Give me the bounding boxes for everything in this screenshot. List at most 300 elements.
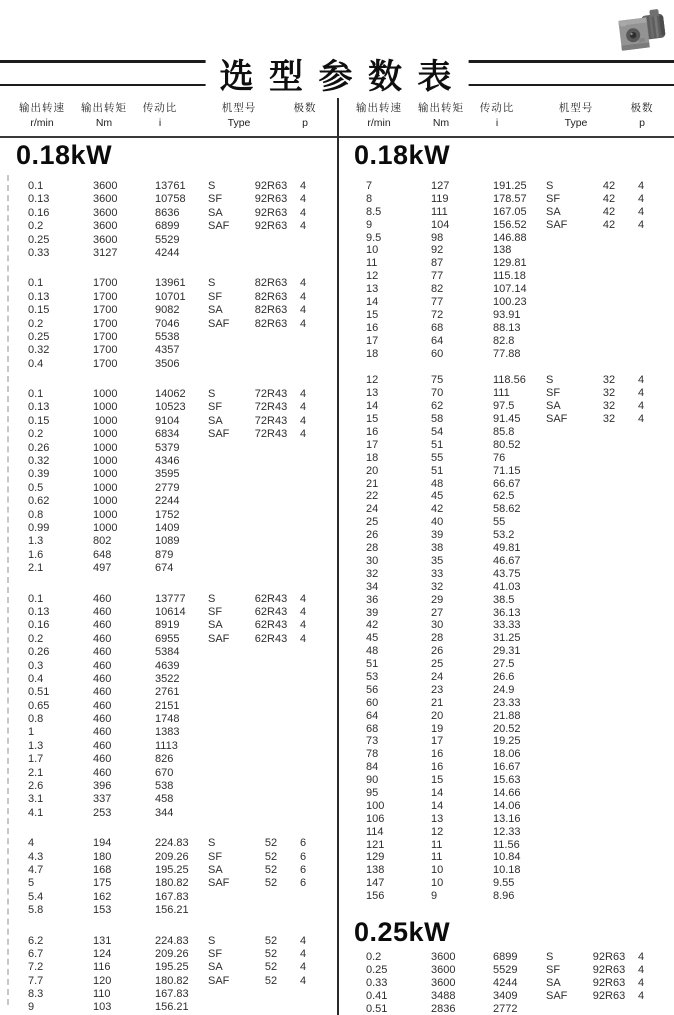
poles-cell	[638, 761, 658, 774]
ratio-cell: 146.88	[493, 231, 527, 244]
poles-cell	[300, 442, 320, 455]
torque-cell: 3600	[93, 193, 118, 206]
torque-cell: 68	[431, 321, 444, 334]
ratio-cell: 1409	[155, 521, 180, 534]
poles-cell	[300, 700, 320, 713]
type-cell	[546, 877, 580, 890]
model-cell	[580, 890, 638, 903]
torque-cell: 802	[93, 535, 112, 548]
poles-cell: 4	[300, 947, 307, 960]
torque-cell: 98	[431, 231, 444, 244]
ratio-cell: 7046	[155, 317, 180, 330]
type-cell	[208, 660, 242, 673]
table-row	[14, 468, 346, 481]
ratio-cell: 180.82	[155, 974, 189, 987]
table-row	[352, 503, 674, 516]
speed-cell: 14	[366, 296, 379, 309]
poles-cell	[638, 826, 658, 839]
torque-cell: 11	[431, 838, 443, 851]
model-cell: 42	[602, 218, 616, 231]
table-row	[352, 723, 674, 736]
speed-cell: 12	[366, 270, 379, 283]
gear-series-block	[14, 935, 346, 1015]
table-row	[352, 529, 674, 542]
type-cell	[546, 787, 580, 800]
ratio-cell: 38.5	[493, 593, 515, 606]
speed-cell: 17	[366, 334, 379, 347]
torque-cell: 337	[93, 793, 112, 806]
speed-cell: 7.2	[28, 961, 44, 974]
type-cell	[208, 740, 242, 753]
poles-cell	[300, 988, 320, 1001]
model-cell	[242, 686, 300, 699]
ratio-cell: 6899	[155, 220, 180, 233]
type-cell	[208, 700, 242, 713]
table-row	[352, 774, 674, 787]
type-cell	[208, 780, 242, 793]
torque-cell: 70	[431, 387, 444, 400]
torque-cell: 39	[431, 529, 444, 542]
torque-cell: 32	[431, 580, 444, 593]
type-cell	[546, 529, 580, 542]
ratio-cell: 10701	[155, 290, 186, 303]
torque-cell: 131	[93, 934, 112, 947]
table-row	[352, 309, 674, 322]
speed-cell: 1.7	[28, 753, 44, 766]
type-cell	[546, 439, 580, 452]
model-cell	[242, 442, 300, 455]
poles-cell	[638, 671, 658, 684]
ratio-cell: 224.83	[155, 837, 189, 850]
poles-cell	[300, 891, 320, 904]
ratio-cell: 138	[493, 244, 512, 257]
torque-cell: 35	[431, 554, 444, 567]
poles-cell	[638, 283, 658, 296]
column-header-label: 传动比	[142, 102, 178, 114]
table-row	[352, 826, 674, 839]
type-cell	[546, 697, 580, 710]
column-header-unit: i	[495, 117, 499, 129]
speed-cell: 0.33	[28, 246, 50, 259]
type-cell	[546, 813, 580, 826]
poles-cell	[300, 686, 320, 699]
ratio-cell: 670	[155, 766, 174, 779]
ratio-cell: 826	[155, 753, 174, 766]
torque-cell: 1000	[93, 441, 118, 454]
table-row	[14, 562, 346, 575]
torque-cell: 396	[93, 780, 112, 793]
model-cell	[580, 671, 638, 684]
poles-cell	[638, 619, 658, 632]
speed-cell: 0.26	[28, 441, 50, 454]
type-cell	[208, 1001, 242, 1014]
speed-cell: 5	[28, 877, 35, 890]
ratio-cell: 41.03	[493, 580, 521, 593]
model-cell	[580, 761, 638, 774]
column-header-unit: i	[158, 117, 162, 129]
power-heading: 0.18kW	[16, 140, 113, 170]
speed-cell: 4.1	[28, 806, 44, 819]
ratio-cell: 2151	[155, 699, 180, 712]
power-section	[352, 138, 674, 903]
poles-cell	[638, 697, 658, 710]
torque-cell: 460	[93, 753, 112, 766]
torque-cell: 23	[431, 683, 444, 696]
column-header-unit: r/min	[367, 117, 391, 129]
table-row	[352, 232, 674, 245]
type-cell	[208, 549, 242, 562]
ratio-cell: 33.33	[493, 619, 521, 632]
speed-cell: 0.15	[28, 304, 50, 317]
poles-cell: 4	[300, 961, 307, 974]
type-cell: SA	[208, 961, 223, 974]
type-cell	[208, 442, 242, 455]
type-cell: S	[208, 837, 216, 850]
poles-cell	[638, 800, 658, 813]
poles-cell	[300, 904, 320, 917]
speed-cell: 0.51	[366, 1002, 388, 1015]
poles-cell	[300, 331, 320, 344]
table-row	[14, 713, 346, 726]
column-header	[622, 101, 662, 130]
type-cell	[208, 509, 242, 522]
speed-cell: 0.2	[28, 428, 44, 441]
poles-cell: 6	[300, 877, 307, 890]
model-cell	[580, 244, 638, 257]
table-row	[14, 180, 346, 193]
type-cell: SA	[208, 863, 223, 876]
model-cell	[580, 568, 638, 581]
table-row	[14, 961, 346, 974]
speed-cell: 121	[366, 838, 385, 851]
type-cell: S	[208, 934, 216, 947]
speed-cell: 30	[366, 554, 379, 567]
speed-cell: 95	[366, 786, 379, 799]
ratio-cell: 1113	[155, 739, 178, 752]
type-cell	[546, 607, 580, 620]
table-row	[14, 904, 346, 917]
model-cell: 52	[264, 934, 278, 947]
table-row	[352, 671, 674, 684]
speed-cell: 156	[366, 890, 385, 903]
ratio-cell: 1752	[155, 508, 180, 521]
speed-cell: 0.39	[28, 468, 50, 481]
speed-cell: 0.4	[28, 357, 44, 370]
speed-cell: 0.8	[28, 508, 44, 521]
column-header-label: 输出转矩	[81, 102, 127, 114]
table-row	[352, 800, 674, 813]
type-cell: SAF	[208, 974, 230, 987]
type-cell	[546, 270, 580, 283]
model-cell	[580, 594, 638, 607]
table-row	[352, 632, 674, 645]
speed-cell: 10	[366, 244, 379, 257]
model-cell	[580, 478, 638, 491]
speed-cell: 0.13	[28, 401, 50, 414]
ratio-cell: 76	[493, 451, 506, 464]
ratio-cell: 3409	[493, 989, 518, 1002]
type-cell	[546, 568, 580, 581]
ratio-cell: 31.25	[493, 632, 521, 645]
poles-cell	[638, 270, 658, 283]
type-cell	[546, 645, 580, 658]
speed-cell: 0.2	[366, 950, 382, 963]
ratio-cell: 167.83	[155, 890, 189, 903]
poles-cell	[638, 723, 658, 736]
ratio-cell: 66.67	[493, 477, 521, 490]
type-cell	[546, 723, 580, 736]
speed-cell: 20	[366, 464, 379, 477]
model-cell	[242, 660, 300, 673]
model-cell	[242, 988, 300, 1001]
speed-cell: 0.2	[28, 632, 44, 645]
torque-cell: 33	[431, 567, 444, 580]
poles-cell	[638, 774, 658, 787]
torque-cell: 10	[431, 877, 444, 890]
power-section	[14, 138, 346, 1015]
poles-cell: 4	[638, 374, 645, 387]
model-cell: 62R43	[254, 619, 288, 632]
speed-cell: 17	[366, 438, 379, 451]
table-row	[352, 555, 674, 568]
gear-motor-photo	[616, 8, 670, 58]
speed-cell: 0.13	[28, 605, 50, 618]
type-cell	[546, 335, 580, 348]
table-row	[352, 193, 674, 206]
type-cell	[546, 283, 580, 296]
poles-cell: 4	[300, 974, 307, 987]
ratio-cell: 91.45	[493, 413, 521, 426]
model-cell	[580, 348, 638, 361]
type-cell	[208, 726, 242, 739]
model-cell: 62R43	[254, 605, 288, 618]
torque-cell: 460	[93, 672, 112, 685]
torque-cell: 82	[431, 283, 444, 296]
torque-cell: 3600	[93, 180, 118, 192]
type-cell: S	[546, 374, 554, 387]
type-cell	[546, 232, 580, 245]
ratio-cell: 11.56	[493, 838, 520, 851]
torque-cell: 26	[431, 645, 444, 658]
table-row	[14, 509, 346, 522]
ratio-cell: 224.83	[155, 934, 189, 947]
model-cell	[242, 358, 300, 371]
table-row	[14, 975, 346, 988]
torque-cell: 30	[431, 619, 444, 632]
ratio-cell: 12.33	[493, 825, 521, 838]
speed-cell: 11	[366, 257, 378, 270]
poles-cell	[638, 322, 658, 335]
table-row	[14, 495, 346, 508]
type-cell: SF	[208, 605, 223, 618]
speed-cell: 106	[366, 812, 385, 825]
speed-cell: 0.99	[28, 521, 50, 534]
ratio-cell: 156.52	[493, 218, 527, 231]
speed-cell: 12	[366, 374, 379, 387]
model-cell	[580, 748, 638, 761]
poles-cell	[638, 813, 658, 826]
model-cell	[580, 619, 638, 632]
table-row	[14, 220, 346, 233]
ratio-cell: 80.52	[493, 438, 521, 451]
ratio-cell: 16.67	[493, 761, 521, 774]
ratio-cell: 2779	[155, 481, 180, 494]
column-header-unit: Nm	[95, 117, 113, 129]
ratio-cell: 3522	[155, 672, 180, 685]
model-cell	[242, 780, 300, 793]
table-row	[14, 807, 346, 820]
torque-cell: 1000	[93, 414, 118, 427]
type-cell	[208, 234, 242, 247]
speed-cell: 1	[28, 726, 35, 739]
type-cell	[208, 468, 242, 481]
torque-cell: 3600	[93, 206, 118, 219]
poles-cell	[638, 348, 658, 361]
table-row	[352, 977, 674, 990]
table-row	[14, 837, 346, 850]
torque-cell: 127	[431, 180, 450, 192]
torque-cell: 460	[93, 713, 112, 726]
speed-cell: 1.6	[28, 548, 44, 561]
column-header	[467, 101, 527, 130]
ratio-cell: 62.5	[493, 490, 515, 503]
model-cell	[580, 503, 638, 516]
model-cell	[580, 335, 638, 348]
model-cell	[242, 673, 300, 686]
column-header-group-left	[0, 101, 337, 135]
poles-cell	[638, 890, 658, 903]
speed-cell: 45	[366, 632, 379, 645]
column-header-label: 输出转速	[356, 102, 402, 114]
speed-cell: 14	[366, 400, 379, 413]
table-row	[352, 542, 674, 555]
poles-cell	[638, 296, 658, 309]
model-cell	[580, 839, 638, 852]
poles-cell: 6	[300, 863, 307, 876]
model-cell	[580, 232, 638, 245]
torque-cell: 460	[93, 592, 112, 605]
poles-cell: 4	[300, 220, 307, 233]
poles-cell	[300, 767, 320, 780]
table-row	[352, 257, 674, 270]
torque-cell: 27	[431, 606, 444, 619]
model-cell	[242, 904, 300, 917]
poles-cell	[300, 509, 320, 522]
column-header-group-right	[337, 101, 674, 135]
speed-cell: 1.3	[28, 739, 44, 752]
type-cell: S	[208, 592, 216, 605]
poles-cell	[638, 503, 658, 516]
table-row	[352, 219, 674, 232]
table-row	[352, 452, 674, 465]
ratio-cell: 85.8	[493, 426, 515, 439]
model-cell: 62R43	[254, 632, 288, 645]
type-cell: SF	[208, 290, 223, 303]
type-cell	[208, 767, 242, 780]
poles-cell	[300, 793, 320, 806]
torque-cell: 75	[431, 374, 444, 387]
model-cell	[580, 826, 638, 839]
model-cell	[242, 753, 300, 766]
type-cell	[208, 455, 242, 468]
torque-cell: 1000	[93, 388, 118, 401]
torque-cell: 124	[93, 947, 112, 960]
table-row	[14, 593, 346, 606]
table-row	[352, 864, 674, 877]
speed-cell: 147	[366, 877, 385, 890]
table-row	[14, 646, 346, 659]
ratio-cell: 6899	[493, 950, 518, 963]
ratio-cell: 5538	[155, 330, 180, 343]
table-row	[352, 387, 674, 400]
model-cell: 92R63	[254, 220, 288, 233]
ratio-cell: 55	[493, 516, 506, 529]
model-cell	[580, 452, 638, 465]
ratio-cell: 674	[155, 562, 174, 575]
ratio-cell: 9104	[155, 414, 180, 427]
ratio-cell: 19.25	[493, 735, 521, 748]
ratio-cell: 3595	[155, 468, 180, 481]
torque-cell: 1000	[93, 508, 118, 521]
page-title: 选 型 参 数 表	[206, 59, 469, 96]
torque-cell: 17	[431, 735, 444, 748]
table-row	[14, 207, 346, 220]
type-cell	[208, 562, 242, 575]
poles-cell: 6	[300, 850, 307, 863]
torque-cell: 1000	[93, 495, 118, 508]
table-row	[14, 700, 346, 713]
column-header-label: 传动比	[479, 102, 515, 114]
table-row	[352, 1003, 674, 1015]
poles-cell	[300, 713, 320, 726]
speed-cell: 13	[366, 283, 379, 296]
poles-cell: 4	[638, 976, 645, 989]
type-cell	[208, 904, 242, 917]
ratio-cell: 4357	[155, 344, 180, 357]
table-row	[352, 658, 674, 671]
ratio-cell: 111	[493, 387, 510, 400]
ratio-cell: 10.18	[493, 864, 521, 877]
ratio-cell: 6955	[155, 632, 180, 645]
table-row	[352, 877, 674, 890]
table-row	[14, 388, 346, 401]
poles-cell: 4	[638, 989, 645, 1002]
torque-cell: 175	[93, 877, 112, 890]
torque-cell: 51	[431, 438, 444, 451]
torque-cell: 13	[431, 812, 444, 825]
table-row	[352, 270, 674, 283]
speed-cell: 0.41	[366, 989, 388, 1002]
table-row	[14, 522, 346, 535]
speed-cell: 8.5	[366, 205, 382, 218]
torque-cell: 40	[431, 516, 444, 529]
poles-cell: 4	[638, 413, 645, 426]
model-cell: 92R63	[254, 193, 288, 206]
type-cell: SF	[546, 963, 561, 976]
poles-cell: 4	[300, 605, 307, 618]
ratio-cell: 100.23	[493, 296, 527, 309]
type-cell	[546, 632, 580, 645]
ratio-cell: 115.18	[493, 270, 526, 283]
speed-cell: 0.26	[28, 646, 50, 659]
ratio-cell: 6834	[155, 428, 180, 441]
poles-cell	[638, 568, 658, 581]
model-cell: 72R43	[254, 414, 288, 427]
poles-cell	[638, 864, 658, 877]
column-header-unit: r/min	[30, 117, 54, 129]
type-cell	[546, 826, 580, 839]
ratio-cell: 344	[155, 806, 174, 819]
